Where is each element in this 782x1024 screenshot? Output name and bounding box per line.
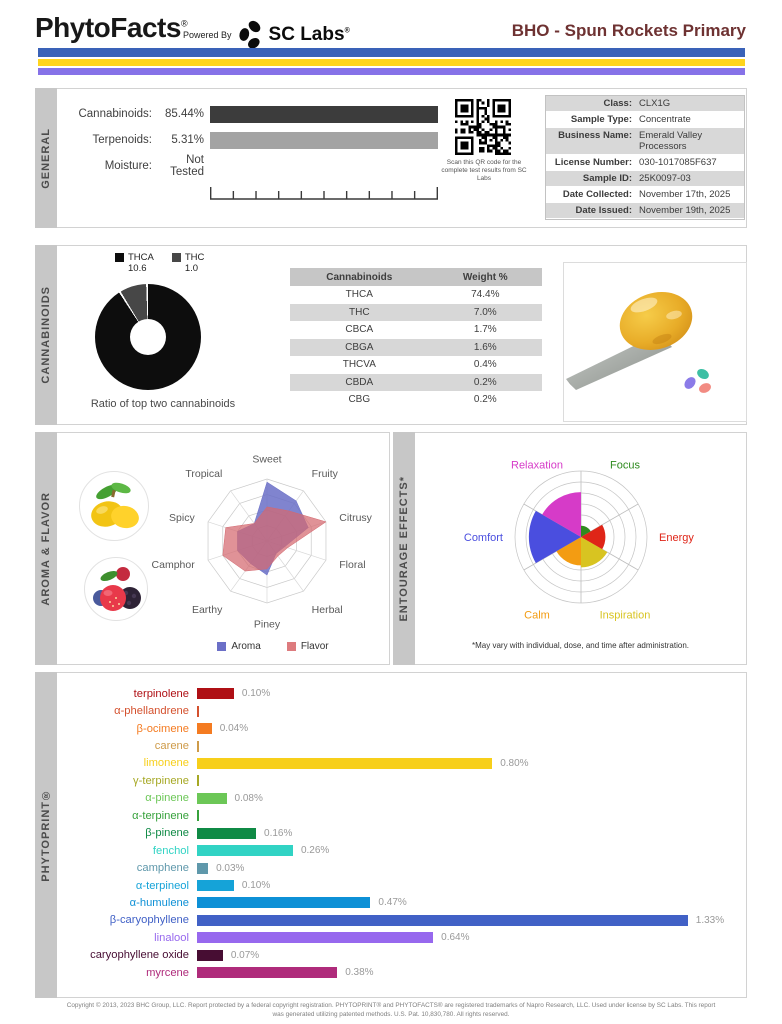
info-row	[546, 96, 744, 112]
info-value: Emerald Valley Processors	[639, 130, 703, 152]
entourage-label: Comfort	[463, 532, 503, 544]
entourage-label: Focus	[610, 459, 640, 472]
info-row	[546, 112, 744, 128]
stat-label: Moisture:	[104, 160, 152, 172]
powered-by-group	[180, 18, 350, 49]
terpene-bar	[197, 723, 212, 734]
legend-item	[217, 641, 260, 652]
terpene-bar	[197, 758, 492, 769]
terpene-row	[67, 685, 738, 702]
terpene-value: 0.03%	[216, 862, 245, 874]
terpene-row	[67, 929, 738, 946]
terpene-label: terpinolene	[133, 687, 189, 700]
info-value: November 19th, 2025	[639, 205, 731, 216]
radar-axis-label: Citrusy	[339, 512, 372, 525]
cannabinoids-table	[290, 268, 542, 409]
ratio-donut-chart	[95, 284, 201, 390]
terpene-row	[67, 755, 738, 772]
table-row	[290, 374, 542, 392]
terpene-label: α-terpinene	[132, 809, 189, 822]
entourage-label: Relaxation	[511, 459, 563, 472]
terpene-value: 0.80%	[500, 757, 529, 769]
donut-caption: Ratio of top two cannabinoids	[90, 398, 236, 410]
terpene-value: 0.07%	[230, 949, 260, 961]
aroma-flavor-radar-chart	[139, 439, 389, 639]
terpene-bar	[197, 897, 370, 908]
info-row	[546, 155, 744, 171]
radar-axis-label: Tropical	[185, 468, 223, 481]
terpene-row	[67, 772, 738, 789]
terpene-label: camphene	[136, 862, 189, 875]
terpene-label: α-pinene	[145, 792, 189, 805]
terpene-row	[67, 947, 738, 964]
analyte-name: CBGA	[345, 341, 374, 353]
col-header: Weight %	[462, 271, 508, 283]
cannabinoids-table-header	[290, 268, 542, 286]
general-stats	[67, 101, 438, 179]
info-value: CLX1G	[639, 98, 671, 109]
radar-axis-label: Camphor	[151, 558, 195, 571]
analyte-name: THCVA	[342, 359, 376, 371]
table-row	[290, 339, 542, 357]
donut-legend-item	[115, 252, 154, 274]
brand-ovals-icon	[682, 367, 712, 395]
radar-axis-label: Herbal	[311, 603, 343, 616]
terpene-bar	[197, 845, 293, 856]
powered-by-label: Powered By	[183, 29, 232, 40]
header-stripe	[38, 68, 745, 75]
copyright-line1: Copyright © 2013, 2023 BHC Group, LLC. Report protected by a federal copyright registration. PHYTOPRINT® and PHYTOFACTS® are registered trademarks of Napro Research, LLC. Used under license by SC Labs. This report	[66, 1002, 716, 1009]
general-content	[57, 88, 747, 228]
info-row	[546, 128, 744, 155]
analyte-name: CBDA	[345, 376, 374, 388]
sc-labs-logo-icon	[238, 20, 263, 49]
info-label: Class:	[603, 98, 632, 109]
terpene-label: γ-terpinene	[133, 774, 189, 787]
table-row	[290, 321, 542, 339]
info-label: Sample ID:	[582, 173, 632, 184]
terpene-label: linalool	[154, 931, 189, 944]
stat-value: 85.44%	[164, 108, 204, 120]
terpene-row	[67, 807, 738, 824]
radar-axis-label: Floral	[339, 558, 366, 571]
legend-name: THC	[184, 252, 205, 263]
info-value: Concentrate	[639, 114, 691, 125]
legend-swatch	[115, 253, 124, 262]
terpene-value: 1.33%	[695, 914, 725, 926]
section-entourage	[393, 432, 747, 665]
terpene-row	[67, 964, 738, 981]
terpene-row	[67, 720, 738, 737]
radar-axis-label: Piney	[253, 618, 281, 631]
terpene-label: caryophyllene oxide	[90, 949, 189, 962]
registered-mark: ®	[180, 18, 188, 29]
analyte-value: 0.4%	[473, 359, 497, 371]
info-label: Date Collected:	[562, 189, 632, 200]
radar-axis-label: Fruity	[311, 468, 338, 481]
terpene-row	[67, 877, 738, 894]
terpene-row	[67, 859, 738, 876]
legend-swatch	[217, 642, 226, 651]
terpene-row	[67, 894, 738, 911]
legend-swatch	[287, 642, 296, 651]
aroma-flavor-tab: AROMA & FLAVOR	[35, 432, 57, 665]
analyte-name: THC	[349, 306, 370, 318]
info-value: November 17th, 2025	[639, 189, 731, 200]
legend-label: Aroma	[231, 641, 261, 652]
general-stat-row	[67, 153, 438, 179]
stat-bar	[210, 106, 438, 123]
stat-label: Terpenoids:	[92, 134, 152, 146]
terpene-bar	[197, 741, 199, 752]
terpene-label: fenchol	[152, 844, 189, 857]
terpene-bar-chart	[67, 685, 738, 981]
stat-label: Cannabinoids:	[78, 108, 152, 120]
entourage-label: Inspiration	[599, 609, 651, 622]
analyte-value: 1.6%	[473, 341, 497, 353]
section-aroma-flavor	[35, 432, 390, 665]
terpene-bar	[197, 915, 688, 926]
info-label: Sample Type:	[570, 114, 632, 125]
analyte-value: 0.2%	[473, 394, 497, 406]
analyte-name: THCA	[345, 289, 373, 301]
general-stat-row	[67, 101, 438, 127]
general-tab: GENERAL	[35, 88, 57, 228]
terpene-bar	[197, 880, 234, 891]
qr-code	[455, 99, 511, 155]
col-header: Cannabinoids	[326, 271, 393, 283]
terpene-row	[67, 912, 738, 929]
table-row	[290, 356, 542, 374]
terpene-bar	[197, 967, 337, 978]
donut-legend	[115, 252, 204, 274]
analyte-name: CBG	[348, 394, 371, 406]
entourage-footnote: *May vary with individual, dose, and time after administration.	[472, 641, 689, 650]
analyte-value: 74.4%	[471, 289, 500, 301]
terpene-value: 0.64%	[441, 932, 470, 944]
qr-caption: Scan this QR code for the complete test results from SC Labs	[441, 159, 527, 183]
terpene-label: carene	[154, 740, 189, 753]
legend-name: THCA	[128, 252, 154, 263]
phytofacts-logo: PhytoFacts®	[35, 12, 188, 43]
info-label: Business Name:	[558, 130, 632, 141]
header-stripe	[38, 59, 745, 67]
stat-value: Not Tested	[170, 154, 204, 178]
radar-axis-label: Spicy	[169, 512, 195, 525]
sc-labs-wordmark: SC Labs®	[268, 23, 350, 45]
legend-label: Flavor	[300, 641, 329, 652]
info-value: 25K0097-03	[639, 173, 691, 184]
entourage-label: Energy	[659, 532, 694, 544]
aroma-flavor-content	[57, 432, 390, 665]
terpene-value: 0.16%	[264, 827, 293, 839]
terpene-value: 0.04%	[219, 723, 249, 735]
terpene-label: α-phellandrene	[114, 705, 189, 718]
entourage-tab: ENTOURAGE EFFECTS*	[393, 432, 415, 665]
dab-tool-image	[564, 263, 744, 419]
section-phytoprint	[35, 672, 747, 998]
analyte-value: 0.2%	[473, 376, 497, 388]
entourage-rose-chart	[415, 433, 747, 641]
table-row	[290, 304, 542, 322]
terpene-value: 0.10%	[241, 880, 271, 892]
legend-swatch	[172, 253, 181, 262]
info-row	[546, 203, 744, 219]
entourage-label: Calm	[524, 609, 550, 622]
terpene-row	[67, 842, 738, 859]
radar-axis-label: Earthy	[191, 603, 223, 616]
legend-value: 10.6	[128, 263, 147, 274]
section-cannabinoids	[35, 245, 747, 425]
legend-item	[287, 641, 329, 652]
flavor-polygon	[223, 507, 326, 571]
phytoprint-tab: PHYTOPRINT®	[35, 672, 57, 998]
cannabinoids-content	[57, 245, 747, 425]
sample-info-table	[545, 95, 745, 220]
terpene-row	[67, 790, 738, 807]
terpene-label: α-humulene	[129, 896, 189, 909]
radar-axis-label: Sweet	[252, 453, 282, 466]
info-row	[546, 171, 744, 187]
terpene-bar	[197, 932, 433, 943]
terpene-label: limonene	[143, 757, 189, 770]
terpene-value: 0.10%	[241, 688, 271, 700]
terpene-label: α-terpineol	[135, 879, 189, 892]
copyright-line2: was generated utilizing patented methods. U.S. Pat. 10,830,780. All rights reserved.	[272, 1010, 510, 1018]
phytoprint-content	[57, 672, 747, 998]
table-row	[290, 286, 542, 304]
analyte-value: 1.7%	[473, 324, 497, 336]
terpene-label: myrcene	[146, 966, 189, 979]
analyte-value: 7.0%	[473, 306, 497, 318]
product-photo	[563, 262, 747, 422]
terpene-label: β-caryophyllene	[109, 914, 189, 927]
info-label: Date Issued:	[575, 205, 632, 216]
stat-bar	[210, 132, 438, 149]
terpene-bar	[197, 775, 199, 786]
entourage-content	[415, 432, 747, 665]
terpene-bar	[197, 828, 256, 839]
info-value: 030-1017085F637	[639, 157, 717, 168]
terpene-bar	[197, 793, 227, 804]
table-row	[290, 391, 542, 409]
terpene-bar	[197, 688, 234, 699]
terpene-row	[67, 702, 738, 719]
info-row	[546, 187, 744, 203]
terpene-row	[67, 737, 738, 754]
general-stat-row	[67, 127, 438, 153]
terpene-bar	[197, 863, 208, 874]
analyte-name: CBCA	[345, 324, 374, 336]
terpene-bar	[197, 950, 223, 961]
terpene-bar	[197, 810, 199, 821]
cannabinoids-tab: CANNABINOIDS	[35, 245, 57, 425]
donut-legend-item	[172, 252, 205, 274]
page-title: BHO - Spun Rockets Primary	[511, 21, 746, 40]
scale-ruler	[210, 185, 438, 200]
info-label: License Number:	[554, 157, 632, 168]
terpene-value: 0.08%	[234, 792, 263, 804]
terpene-row	[67, 825, 738, 842]
radar-legend	[153, 641, 393, 652]
terpene-label: β-ocimene	[136, 722, 189, 735]
terpene-bar	[197, 706, 199, 717]
copyright-footer	[0, 1002, 782, 1019]
legend-value: 1.0	[184, 263, 199, 274]
terpene-label: β-pinene	[145, 827, 189, 840]
stat-value: 5.31%	[171, 134, 204, 146]
section-general	[35, 88, 747, 228]
terpene-value: 0.26%	[300, 845, 330, 857]
terpene-value: 0.47%	[378, 897, 407, 909]
terpene-value: 0.38%	[345, 967, 374, 979]
header-stripe	[38, 48, 745, 57]
